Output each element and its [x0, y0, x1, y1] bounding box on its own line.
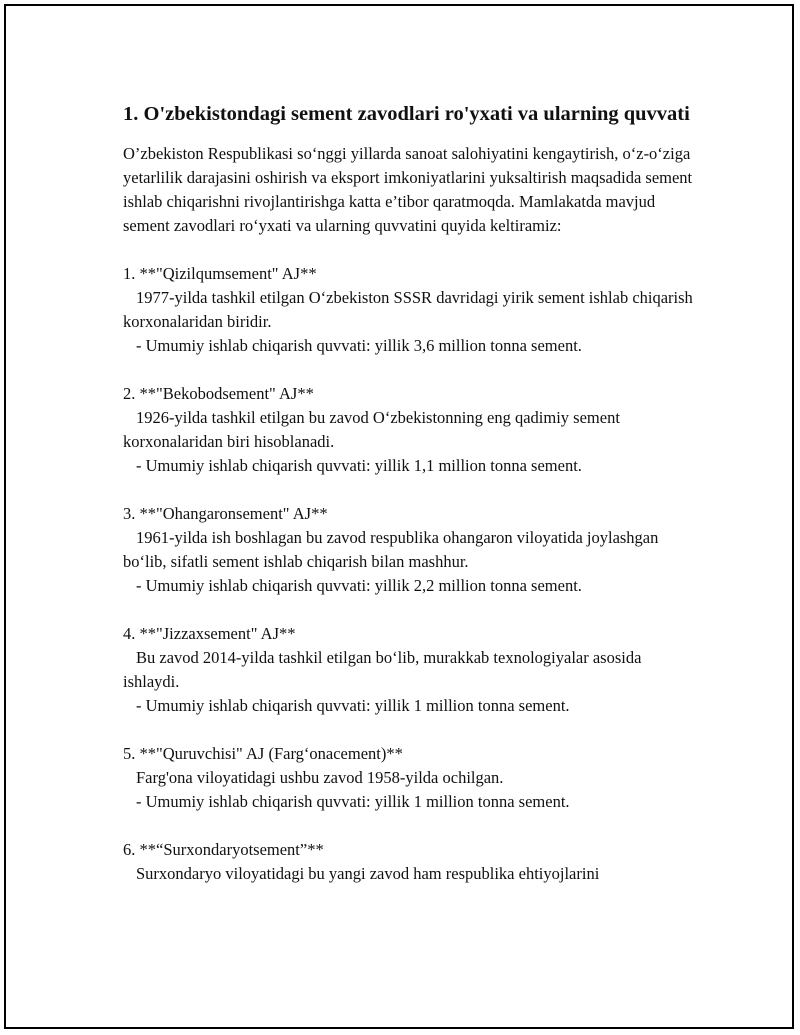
item-capacity: - Umumiy ishlab chiqarish quvvati: yillik 3,6 million tonna sement. [136, 336, 582, 355]
item-description: 1977-yilda tashkil etilgan O‘zbekiston SSSR davridagi yirik sement ishlab chiqarish korxonalaridan biridir. [123, 288, 693, 331]
item-description: 1926-yilda tashkil etilgan bu zavod O‘zbekistonning eng qadimiy sement korxonalaridan biri hisoblanadi. [123, 408, 620, 451]
list-item-5 [123, 742, 698, 814]
document-heading: 1. O'zbekistondagi sement zavodlari ro'yxati va ularning quvvati [123, 103, 690, 125]
item-title: 2. **"Bekobodsement" AJ** [123, 384, 314, 403]
item-title: 3. **"Ohangaronsement" AJ** [123, 504, 328, 523]
item-description: Farg'ona viloyatidagi ushbu zavod 1958-yilda ochilgan. [136, 768, 504, 787]
list-item-2 [123, 382, 698, 478]
item-capacity: - Umumiy ishlab chiqarish quvvati: yillik 1,1 million tonna sement. [136, 456, 582, 475]
item-capacity: - Umumiy ishlab chiqarish quvvati: yillik 1 million tonna sement. [136, 792, 570, 811]
item-capacity: - Umumiy ishlab chiqarish quvvati: yillik 2,2 million tonna sement. [136, 576, 582, 595]
list-item-6 [123, 838, 698, 886]
page-frame [4, 4, 794, 1029]
item-description: Bu zavod 2014-yilda tashkil etilgan bo‘lib, murakkab texnologiyalar asosida ishlaydi. [123, 648, 642, 691]
item-title: 4. **"Jizzaxsement" AJ** [123, 624, 296, 643]
item-description: 1961-yilda ish boshlagan bu zavod respublika ohangaron viloyatida joylashgan bo‘lib, sifatli sement ishlab chiqarish bilan mashhur. [123, 528, 659, 571]
intro-paragraph: O’zbekiston Respublikasi so‘nggi yillarda sanoat salohiyatini kengaytirish, o‘z-o‘ziga yetarlilik darajasini oshirish va eksport imkoniyatlarini yuksaltirish maqsadida sement ishlab chiqarishni rivojlantirishga katta e’tibor qaratmoqda. Mamlakatda mavjud sement zavodlari ro‘yxati va ularning quvvatini quyida keltiramiz: [123, 144, 693, 235]
item-capacity: - Umumiy ishlab chiqarish quvvati: yillik 1 million tonna sement. [136, 696, 570, 715]
item-description: Surxondaryo viloyatidagi bu yangi zavod ham respublika ehtiyojlarini [136, 864, 600, 883]
document-body [123, 100, 698, 910]
list-item-1 [123, 262, 698, 358]
list-item-3 [123, 502, 698, 598]
item-title: 6. **“Surxondaryotsement”** [123, 840, 324, 859]
item-title: 5. **"Quruvchisi" AJ (Farg‘onacement)** [123, 744, 403, 763]
item-title: 1. **"Qizilqumsement" AJ** [123, 264, 317, 283]
list-item-4 [123, 622, 698, 718]
